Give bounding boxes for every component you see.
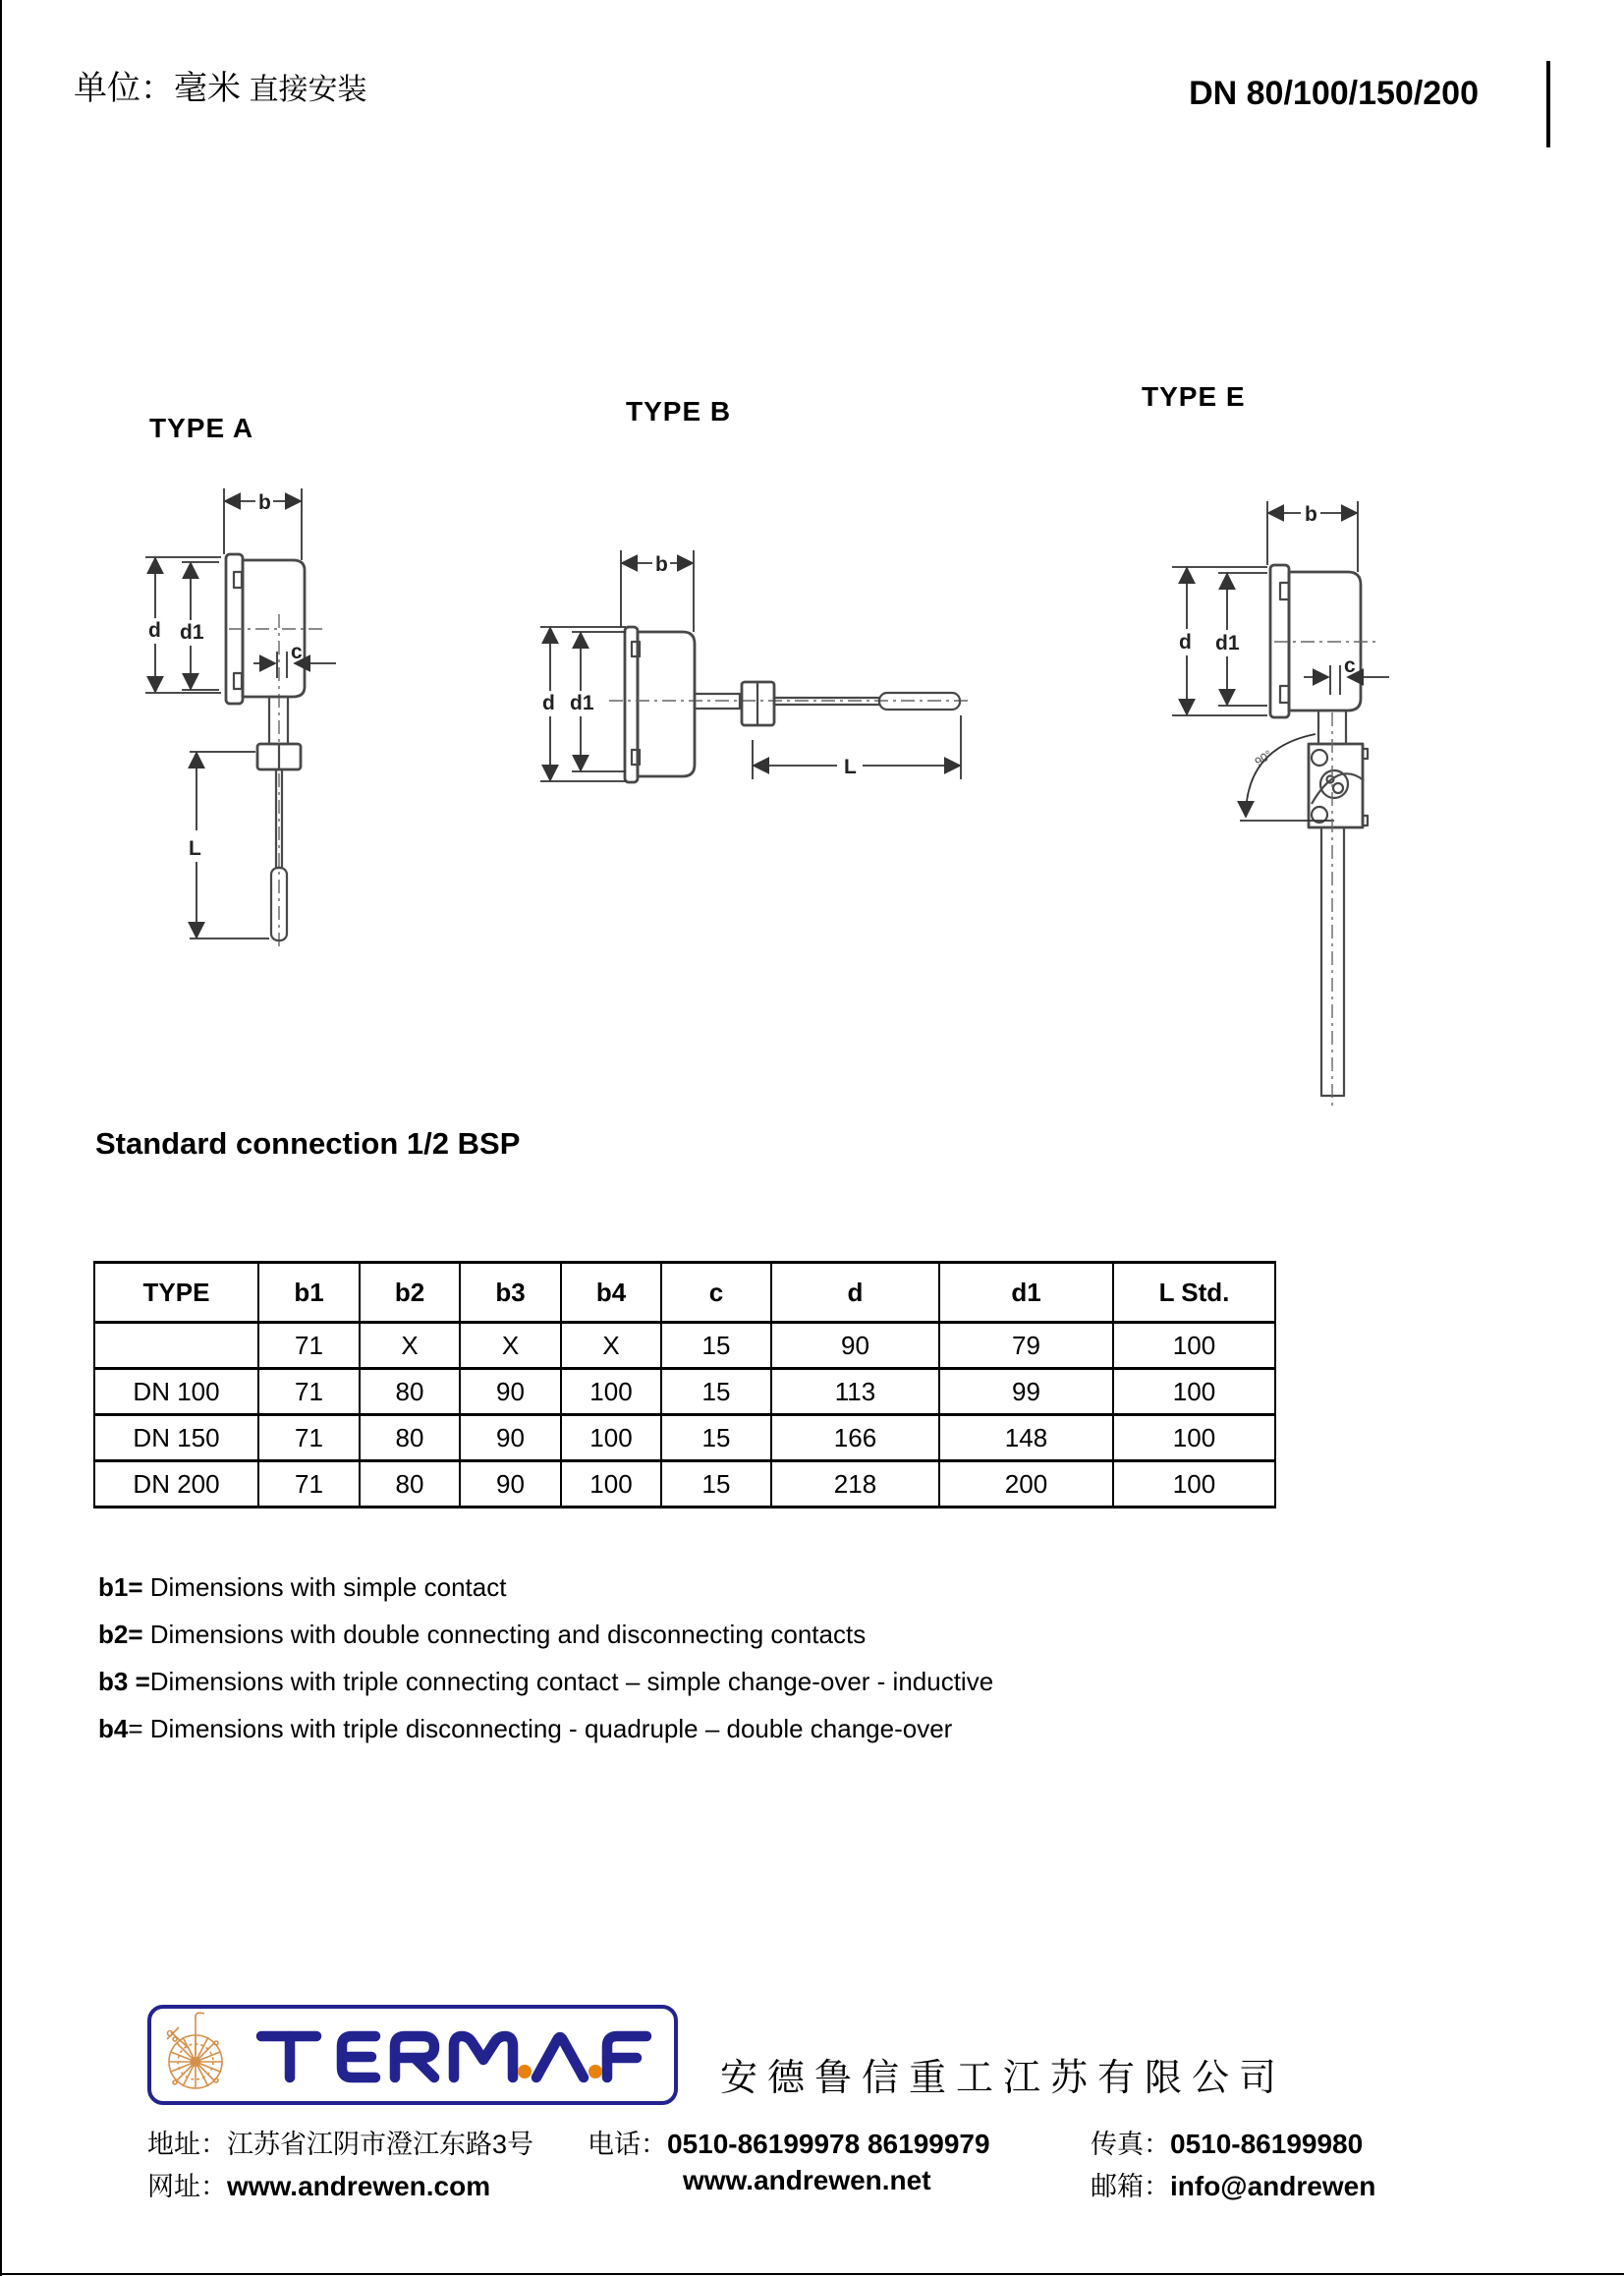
cell-d1: 200 [939, 1461, 1113, 1508]
dim-label-b: b [655, 553, 668, 576]
cell-b2: 80 [360, 1461, 460, 1508]
dim-label-b: b [1305, 503, 1317, 526]
phone-label: 电话： [588, 2130, 667, 2159]
email-label: 邮箱： [1091, 2172, 1170, 2201]
email-line [1091, 2165, 1375, 2203]
cell-b2: X [360, 1323, 460, 1369]
type-b-drawing [521, 536, 1002, 850]
cell-lstd: 100 [1113, 1415, 1275, 1461]
col-header-c: c [661, 1263, 771, 1323]
dim-label-c: c [1344, 654, 1356, 677]
col-header-lstd: L Std. [1113, 1263, 1275, 1323]
col-header-d: d [771, 1263, 939, 1323]
web1-value: www.andrewen.com [227, 2171, 491, 2201]
dim-label-d: d [1179, 631, 1192, 654]
note-b4 [98, 1714, 993, 1744]
table-row [94, 1323, 1275, 1369]
phone-line [588, 2123, 990, 2161]
col-header-b2: b2 [360, 1263, 460, 1323]
dim-label-L: L [844, 756, 857, 778]
col-header-type: TYPE [94, 1263, 258, 1323]
cell-c: 15 [661, 1369, 771, 1415]
cell-d: 113 [771, 1369, 939, 1415]
dimension-notes [98, 1572, 993, 1761]
col-header-b4: b4 [561, 1263, 661, 1323]
dim-label-c: c [291, 641, 303, 663]
cell-type: DN 150 [94, 1415, 258, 1461]
note-b2-key: b2= [98, 1620, 143, 1649]
logo-dot-1 [518, 2065, 532, 2078]
note-b4-text: = Dimensions with triple disconnecting - quadruple – double change-over [128, 1714, 953, 1743]
type-b-label: TYPE B [626, 396, 732, 427]
dim-label-d: d [148, 619, 161, 642]
dim-label-d1: d1 [180, 621, 204, 644]
dn-sizes-title: DN 80/100/150/200 [1189, 75, 1479, 112]
website2-value: www.andrewen.net [683, 2165, 931, 2195]
note-b3-text: Dimensions with triple connecting contact – simple change-over - inductive [149, 1667, 994, 1696]
dim-label-angle: 90° [1252, 747, 1275, 769]
scan-edge-bottom [0, 2273, 1624, 2275]
note-b2 [98, 1620, 993, 1650]
cell-lstd: 100 [1113, 1461, 1275, 1508]
cell-type: DN 100 [94, 1369, 258, 1415]
section-heading: Standard connection 1/2 BSP [95, 1126, 521, 1161]
dim-label-d: d [542, 692, 555, 714]
cell-b1: 71 [258, 1323, 360, 1369]
type-e-drawing [1130, 477, 1484, 1115]
cell-type [94, 1323, 258, 1369]
note-b4-key: b4 [98, 1714, 129, 1743]
unit-label [74, 61, 367, 109]
dim-label-d1: d1 [570, 692, 594, 714]
cell-b4: 100 [561, 1461, 661, 1508]
fax-value: 0510-86199980 [1170, 2129, 1364, 2159]
dim-label-b: b [258, 491, 271, 514]
dim-label-d1: d1 [1215, 632, 1240, 654]
termaf-logo-art [151, 2009, 674, 2101]
cell-b3: 90 [460, 1415, 561, 1461]
cell-d: 218 [771, 1461, 939, 1508]
cell-type: DN 200 [94, 1461, 258, 1508]
cell-b2: 80 [360, 1369, 460, 1415]
note-b1-text: Dimensions with simple contact [142, 1572, 507, 1602]
address-label: 地址： [147, 2130, 227, 2159]
cell-c: 15 [661, 1323, 771, 1369]
address-value: 江苏省江阴市澄江东路3号 [227, 2130, 534, 2159]
website-line [147, 2165, 490, 2203]
email-value: info@andrewen [1170, 2171, 1376, 2201]
note-b2-text: Dimensions with double connecting and disconnecting contacts [142, 1620, 867, 1649]
cell-d: 90 [771, 1323, 939, 1369]
table-row [94, 1461, 1275, 1508]
type-a-drawing [108, 477, 432, 1027]
note-b3 [98, 1667, 993, 1697]
cell-d: 166 [771, 1415, 939, 1461]
cell-lstd: 100 [1113, 1323, 1275, 1369]
logo-dot-2 [588, 2065, 602, 2078]
cell-b3: 90 [460, 1369, 561, 1415]
scan-edge-right-bar [1546, 61, 1550, 147]
fax-line [1091, 2123, 1363, 2161]
phone-value: 0510-86199978 86199979 [667, 2129, 990, 2159]
address-line [147, 2123, 533, 2161]
cell-c: 15 [661, 1415, 771, 1461]
company-name: 安德鲁信重工江苏有限公司 [720, 2058, 1287, 2099]
cell-d1: 99 [939, 1369, 1113, 1415]
dim-label-L: L [189, 837, 201, 860]
mount-text: 直接安装 [249, 74, 367, 106]
fan-emblem-icon [167, 2013, 222, 2088]
col-header-b1: b1 [258, 1263, 360, 1323]
col-header-d1: d1 [939, 1263, 1113, 1323]
col-header-b3: b3 [460, 1263, 561, 1323]
type-e-label: TYPE E [1142, 381, 1246, 412]
cell-b2: 80 [360, 1415, 460, 1461]
cell-b4: 100 [561, 1415, 661, 1461]
cell-b1: 71 [258, 1415, 360, 1461]
cell-lstd: 100 [1113, 1369, 1275, 1415]
web-label: 网址： [147, 2172, 227, 2201]
cell-b1: 71 [258, 1461, 360, 1508]
table-header-row [94, 1263, 1275, 1323]
cell-c: 15 [661, 1461, 771, 1508]
cell-b4: X [561, 1323, 661, 1369]
fax-label: 传真： [1091, 2130, 1170, 2159]
cell-d1: 148 [939, 1415, 1113, 1461]
cell-b4: 100 [561, 1369, 661, 1415]
table-row [94, 1369, 1275, 1415]
scan-edge-left [0, 0, 2, 2276]
unit-text: 单位：毫米 [74, 71, 241, 107]
termaf-logo [147, 2005, 678, 2105]
dimensions-table [93, 1261, 1276, 1508]
type-a-label: TYPE A [149, 413, 254, 443]
cell-d1: 79 [939, 1323, 1113, 1369]
cell-b1: 71 [258, 1369, 360, 1415]
cell-b3: X [460, 1323, 561, 1369]
note-b1-key: b1= [98, 1572, 143, 1602]
table-row [94, 1415, 1275, 1461]
cell-b3: 90 [460, 1461, 561, 1508]
note-b1 [98, 1572, 993, 1603]
note-b3-key: b3 = [98, 1667, 150, 1696]
